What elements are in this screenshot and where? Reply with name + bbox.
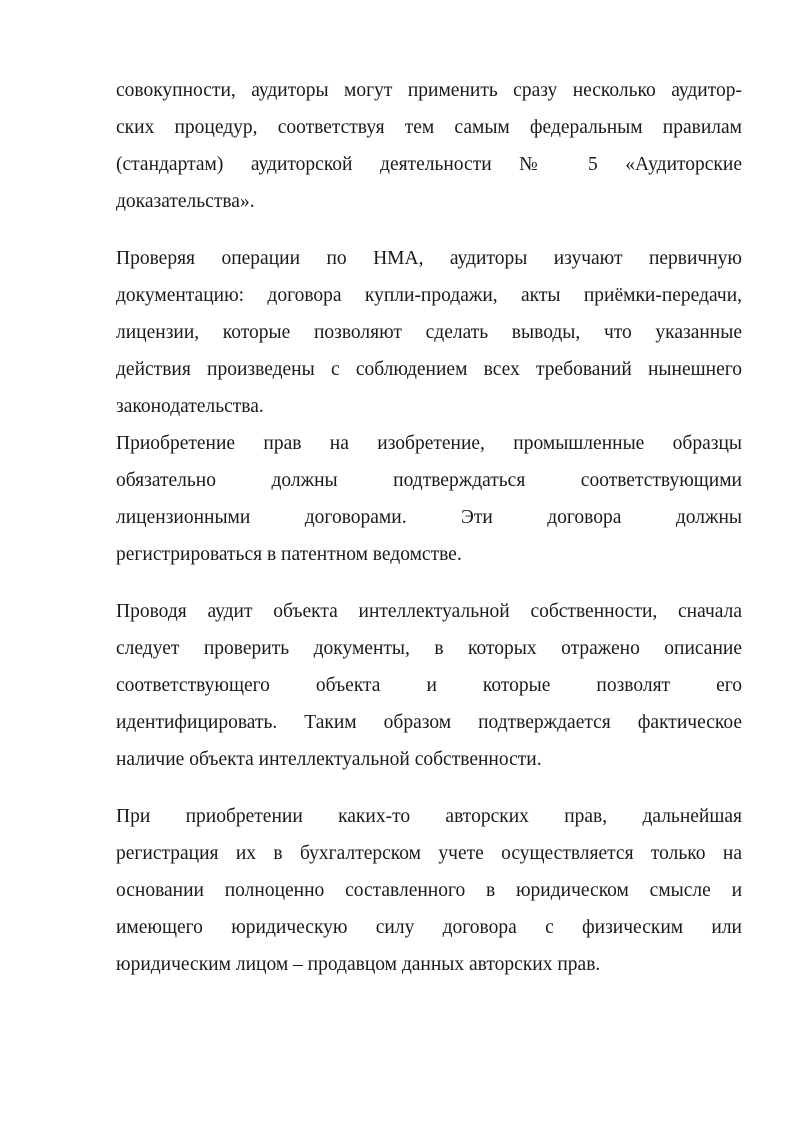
text-line: лицензии, которые позволяют сделать выводы, что указанные — [116, 322, 742, 343]
text-line: имеющего юридическую силу договора с физическим или — [116, 917, 742, 938]
text-line: регистрироваться в патентном ведомстве. — [116, 544, 462, 565]
paragraph-audit-procedures — [116, 72, 742, 220]
document-page — [116, 72, 742, 983]
text-line: идентифицировать. Таким образом подтверждается фактическое — [116, 712, 742, 733]
text-line: доказательства». — [116, 191, 255, 212]
text-line: действия произведены с соблюдением всех требований нынешнего — [116, 359, 742, 380]
text-line: ских процедур, соответствуя тем самым федеральным правилам — [116, 117, 742, 138]
text-line: обязательно должны подтверждаться соответствующими — [116, 470, 742, 491]
text-line: совокупности, аудиторы могут применить сразу несколько аудитор- — [116, 80, 742, 101]
text-line: документацию: договора купли-продажи, акты приёмки-передачи, — [116, 285, 742, 306]
text-line: основании полноценно составленного в юридическом смысле и — [116, 880, 742, 901]
paragraph-copyright-acquisition — [116, 798, 742, 983]
paragraph-ip-audit — [116, 593, 742, 778]
text-line: При приобретении каких-то авторских прав, дальнейшая — [116, 806, 742, 827]
paragraph-nma-operations — [116, 240, 742, 425]
text-line: законодательства. — [116, 396, 264, 417]
text-line: (стандартам) аудиторской деятельности № 5 «Аудиторские — [116, 154, 742, 175]
text-line: юридическим лицом – продавцом данных авторских прав. — [116, 954, 601, 975]
paragraph-invention-rights — [116, 425, 742, 573]
text-line: Проводя аудит объекта интеллектуальной собственности, сначала — [116, 601, 742, 622]
text-line: Приобретение прав на изобретение, промышленные образцы — [116, 433, 742, 454]
text-line: Проверяя операции по НМА, аудиторы изучают первичную — [116, 248, 742, 269]
text-line: наличие объекта интеллектуальной собственности. — [116, 749, 542, 770]
text-line: следует проверить документы, в которых отражено описание — [116, 638, 742, 659]
text-line: регистрация их в бухгалтерском учете осуществляется только на — [116, 843, 742, 864]
text-line: соответствующего объекта и которые позволят его — [116, 675, 742, 696]
text-line: лицензионными договорами. Эти договора должны — [116, 507, 742, 528]
